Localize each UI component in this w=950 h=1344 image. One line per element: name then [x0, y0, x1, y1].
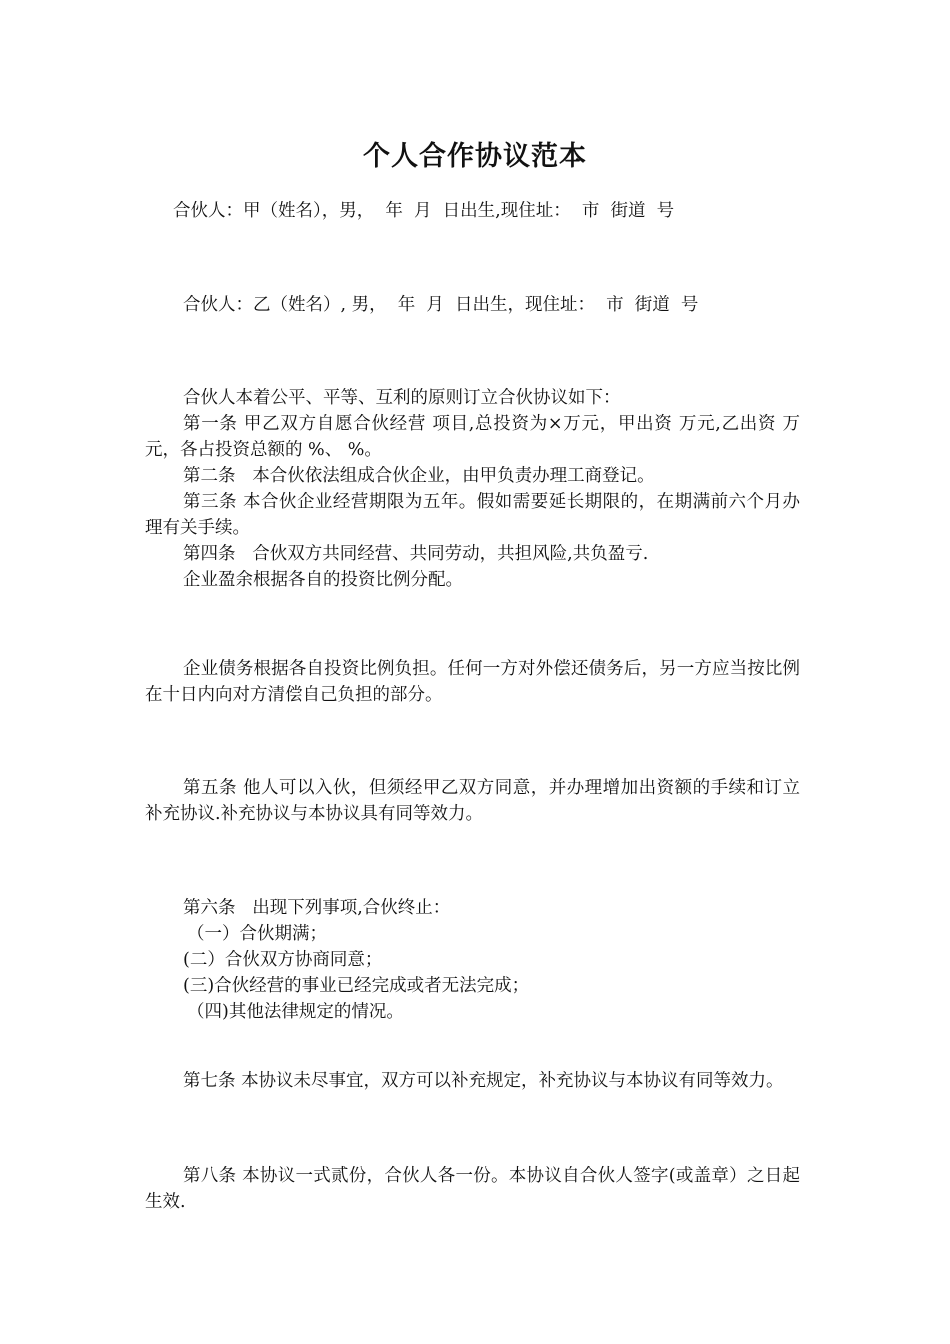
article-8: 第八条 本协议一式贰份，合伙人各一份。本协议自合伙人签字(或盖章）之日起生效.: [145, 1166, 800, 1212]
article-6-item: (二）合伙双方协商同意；: [183, 950, 383, 970]
profit-rule: 企业盈余根据各自的投资比例分配。: [183, 570, 463, 590]
article-6-item: (三)合伙经营的事业已经完成或者无法完成；: [183, 976, 530, 996]
article-7: 第七条 本协议未尽事宜，双方可以补充规定，补充协议与本协议有同等效力。: [183, 1071, 784, 1091]
article-5: 第五条 他人可以入伙，但须经甲乙双方同意，并办理增加出资额的手续和订立补充协议.补充协议与本协议具有同等效力。: [145, 778, 800, 824]
debt-rule: 企业债务根据各自投资比例负担。任何一方对外偿还债务后，另一方应当按比例在十日内向对方清偿自己负担的部分。: [145, 659, 800, 705]
article-6-item: （四)其他法律规定的情况。: [187, 1002, 404, 1022]
article-3: 第三条 本合伙企业经营期限为五年。假如需要延长期限的，在期满前六个月办理有关手续。: [145, 492, 800, 538]
article-1: 第一条 甲乙双方自愿合伙经营 项目,总投资为×万元，甲出资 万元,乙出资 万元，各占投资总额的 %、 %。: [145, 414, 800, 460]
partner-b-line: 合伙人：乙（姓名）, 男， 年 月 日出生，现住址： 市 街道 号: [183, 295, 699, 315]
article-6: 第六条 出现下列事项,合伙终止：: [183, 898, 451, 918]
document-title: 个人合作协议范本: [363, 141, 587, 172]
article-4: 第四条 合伙双方共同经营、共同劳动，共担风险,共负盈亏.: [183, 544, 649, 564]
article-6-item: （一）合伙期满；: [187, 924, 327, 944]
article-2: 第二条 本合伙依法组成合伙企业，由甲负责办理工商登记。: [183, 466, 655, 486]
preamble: 合伙人本着公平、平等、互利的原则订立合伙协议如下：: [183, 388, 621, 408]
partner-a-line: 合伙人：甲（姓名），男， 年 月 日出生,现住址： 市 街道 号: [173, 201, 675, 221]
